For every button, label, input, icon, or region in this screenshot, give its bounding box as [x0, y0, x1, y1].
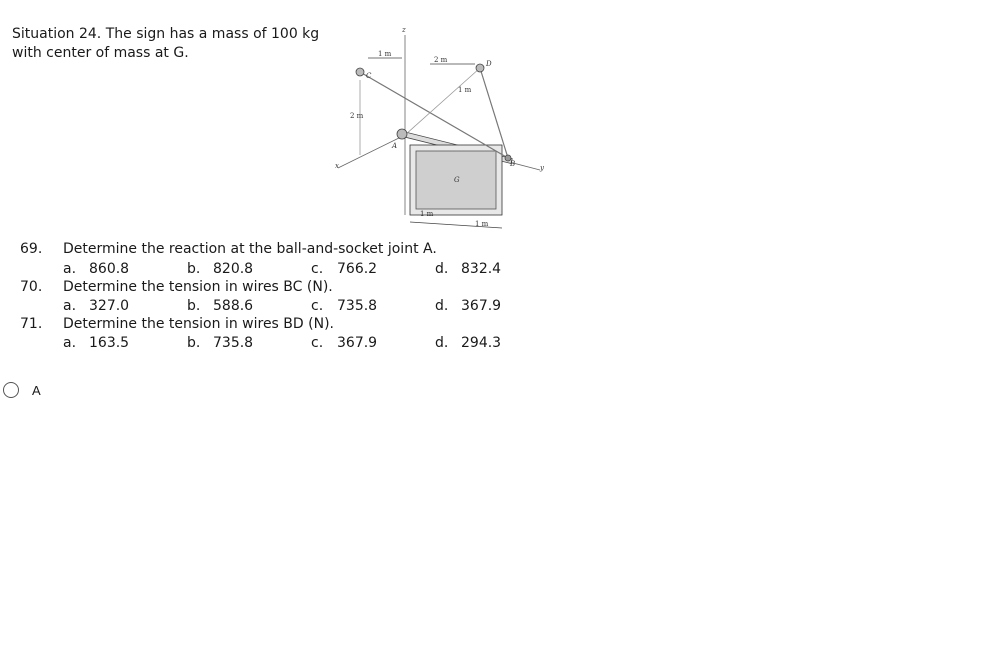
question-text: Determine the tension in wires BD (N). — [63, 316, 334, 332]
answer-label-a[interactable]: A — [32, 383, 41, 398]
dim-1m-bottom-left: 1 m — [420, 210, 434, 218]
option-71-c: c. 367.9 — [311, 335, 378, 351]
label-z: z — [402, 26, 406, 34]
option-69-a: a. 860.8 — [63, 261, 130, 277]
dim-2m-left: 2 m — [350, 112, 364, 120]
option-70-c: c. 735.8 — [311, 298, 378, 314]
option-70-b: b. 588.6 — [187, 298, 254, 314]
option-70-a: a. 327.0 — [63, 298, 130, 314]
dim-1m-bottom-right: 1 m — [475, 220, 489, 228]
option-69-d: d. 832.4 — [435, 261, 502, 277]
label-a: A — [392, 142, 398, 150]
situation-line-2: with center of mass at G. — [12, 45, 189, 61]
option-71-b: b. 735.8 — [187, 335, 254, 351]
label-d: D — [486, 60, 492, 68]
dim-1m-top: 1 m — [378, 50, 392, 58]
question-text: Determine the reaction at the ball-and-socket joint A. — [63, 241, 437, 257]
situation-line-1: Situation 24. The sign has a mass of 100 kg — [12, 26, 320, 42]
question-number: 69. — [20, 241, 43, 257]
label-g: G — [454, 176, 460, 184]
label-x: x — [335, 162, 339, 170]
dim-2m-top: 2 m — [434, 56, 448, 64]
option-69-b: b. 820.8 — [187, 261, 254, 277]
option-69-c: c. 766.2 — [311, 261, 378, 277]
sign-diagram — [330, 20, 570, 240]
option-71-d: d. 294.3 — [435, 335, 502, 351]
situation-text — [12, 25, 332, 63]
label-b: B — [510, 160, 516, 168]
label-y: y — [540, 164, 544, 172]
dim-1m-right: 1 m — [458, 86, 472, 94]
answer-radio-a[interactable] — [3, 382, 19, 398]
option-70-d: d. 367.9 — [435, 298, 502, 314]
question-text: Determine the tension in wires BC (N). — [63, 279, 333, 295]
question-number: 70. — [20, 279, 43, 295]
question-number: 71. — [20, 316, 43, 332]
label-c: C — [366, 72, 372, 80]
option-71-a: a. 163.5 — [63, 335, 130, 351]
